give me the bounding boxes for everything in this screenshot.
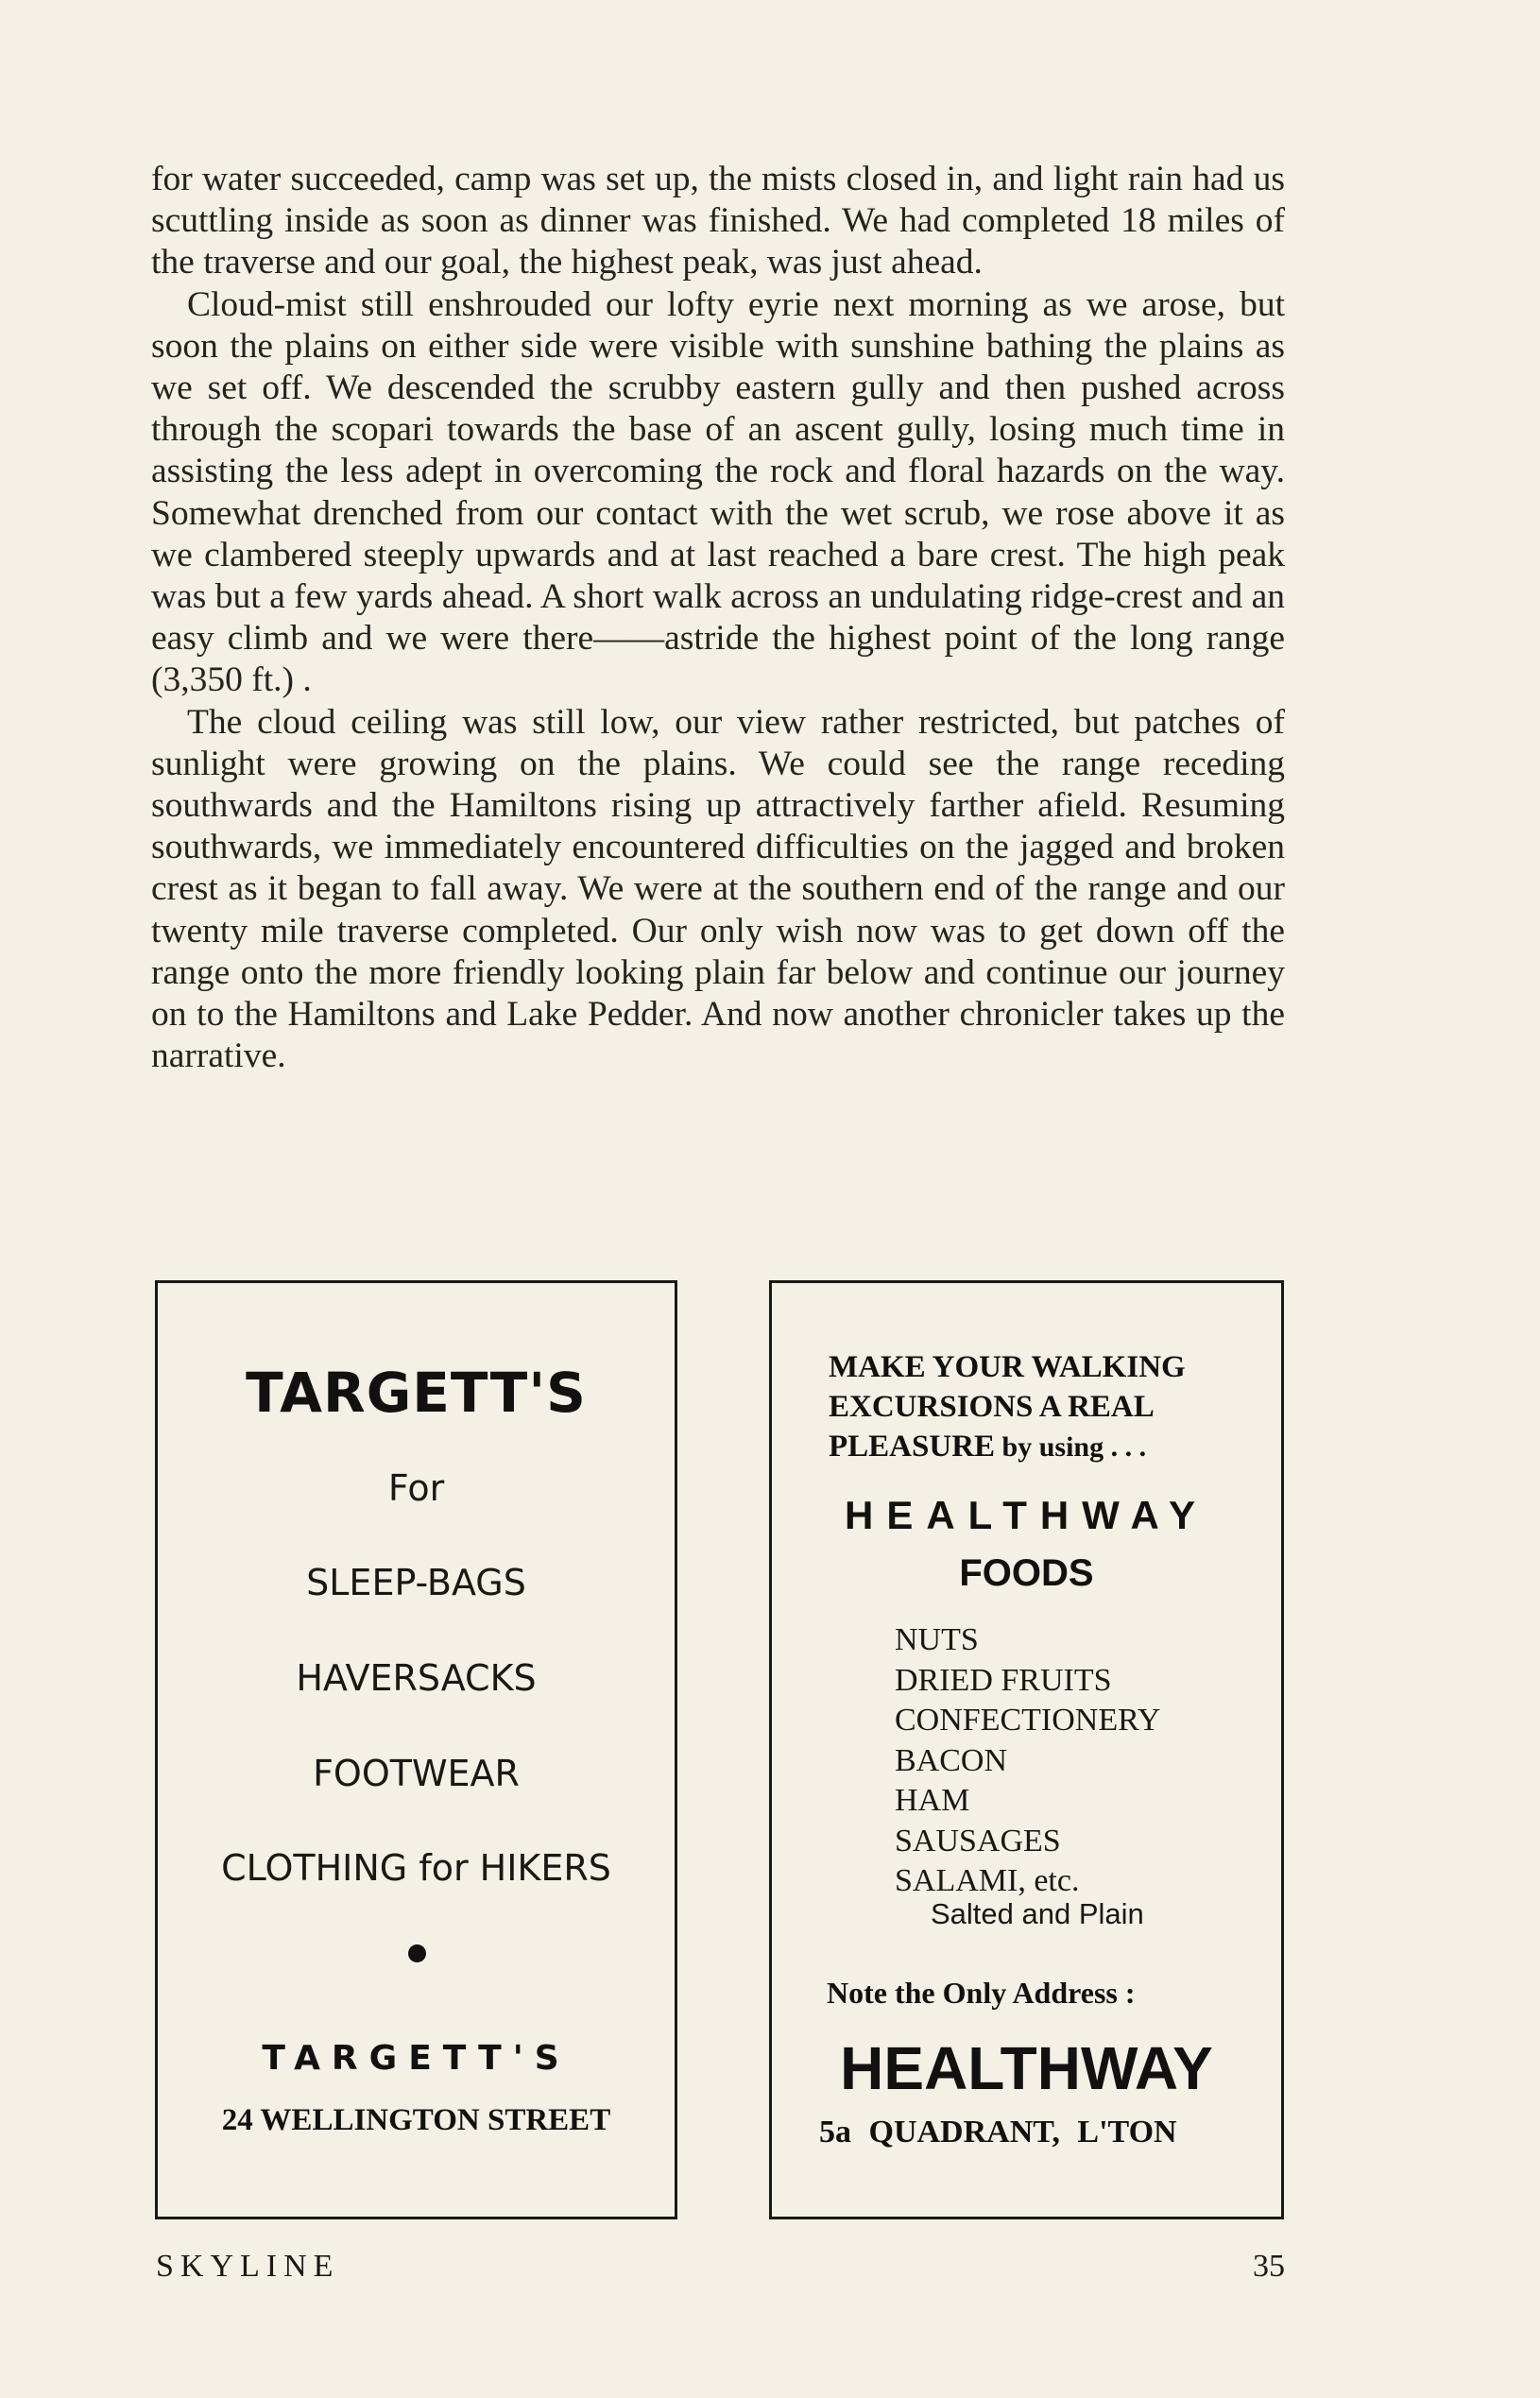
healthway-intro: [829, 1347, 1273, 1467]
healthway-address-note: Note the Only Address :: [827, 1976, 1136, 2010]
paragraph-3: The cloud ceiling was still low, our view rather restricted, but patches of sunlight were growing on the plains. We could see the range receding southwards and the Hamiltons rising up attractively farther afield. Resuming southwards, we immediately encountered difficulties on the jagged and broken crest as it began to fall away. We were at the southern end of the range and our twenty mile traverse completed. Our only wish now was to get down off the range onto the more friendly looking plain far below and continue our journey on to the Hamiltons and Lake Pedder. And now another chronicler takes up the narrative.: [151, 702, 1285, 1076]
healthway-brand-large: HEALTHWAY: [840, 2034, 1213, 2102]
targetts-item: FOOTWEAR: [313, 1753, 520, 1794]
list-item: BACON: [895, 1742, 1008, 1778]
page-number: 35: [1253, 2249, 1285, 2284]
healthway-intro-line: [829, 1427, 1273, 1467]
targetts-title: TARGETT'S: [246, 1361, 587, 1425]
healthway-intro-by-using: by using . . .: [995, 1431, 1147, 1463]
healthway-advertisement: [769, 1280, 1284, 2219]
list-item: SALAMI, etc.: [895, 1863, 1080, 1898]
bullet-icon: [408, 1944, 426, 1962]
article-text: [151, 159, 1285, 1077]
magazine-name: SKYLINE: [156, 2249, 340, 2284]
targetts-name: TARGETT'S: [262, 2039, 571, 2078]
list-item: SAUSAGES: [895, 1823, 1061, 1858]
healthway-sub-note: Salted and Plain: [931, 1897, 1144, 1930]
targetts-item: SLEEP-BAGS: [306, 1562, 526, 1603]
list-item: DRIED FRUITS: [895, 1662, 1112, 1698]
healthway-intro-line: EXCURSIONS A REAL: [829, 1390, 1155, 1424]
paragraph-2: Cloud-mist still enshrouded our lofty eyrie next morning as we arose, but soon the plains on either side were visible with sunshine bathing the plains as we set off. We descended the scrubby eastern gully and then pushed across through the scopari towards the base of an ascent gully, losing much time in assisting the less adept in overcoming the rock and floral hazards on the way. Somewhat drenched from our contact with the wet scrub, we rose above it as we clambered steeply upwards and at last reached a bare crest. The high peak was but a few yards ahead. A short walk across an undulating ridge-crest and an easy climb and we were there——astride the highest point of the long range (3,350 ft.) .: [151, 284, 1285, 700]
targetts-advertisement: [155, 1280, 677, 2219]
healthway-intro-pleasure: PLEASURE: [829, 1430, 996, 1464]
healthway-address: 5a QUADRANT, L'TON: [819, 2115, 1177, 2150]
healthway-product-list: [895, 1620, 1160, 1902]
targetts-address: 24 WELLINGTON STREET: [221, 2103, 611, 2137]
targetts-item: HAVERSACKS: [296, 1657, 537, 1699]
paragraph-1: for water succeeded, camp was set up, the mists closed in, and light rain had us scuttling inside as soon as dinner was finished. We had completed 18 miles of the traverse and our goal, the highest peak, was just ahead.: [151, 160, 1285, 283]
targetts-for: For: [387, 1467, 445, 1509]
targetts-item: CLOTHING for HIKERS: [221, 1847, 611, 1889]
healthway-intro-line: MAKE YOUR WALKING: [829, 1350, 1186, 1384]
list-item: HAM: [895, 1783, 970, 1818]
healthway-brand: HEALTHWAY: [844, 1493, 1208, 1537]
list-item: NUTS: [895, 1622, 979, 1657]
healthway-foods: FOODS: [959, 1552, 1094, 1594]
list-item: CONFECTIONERY: [895, 1703, 1161, 1738]
